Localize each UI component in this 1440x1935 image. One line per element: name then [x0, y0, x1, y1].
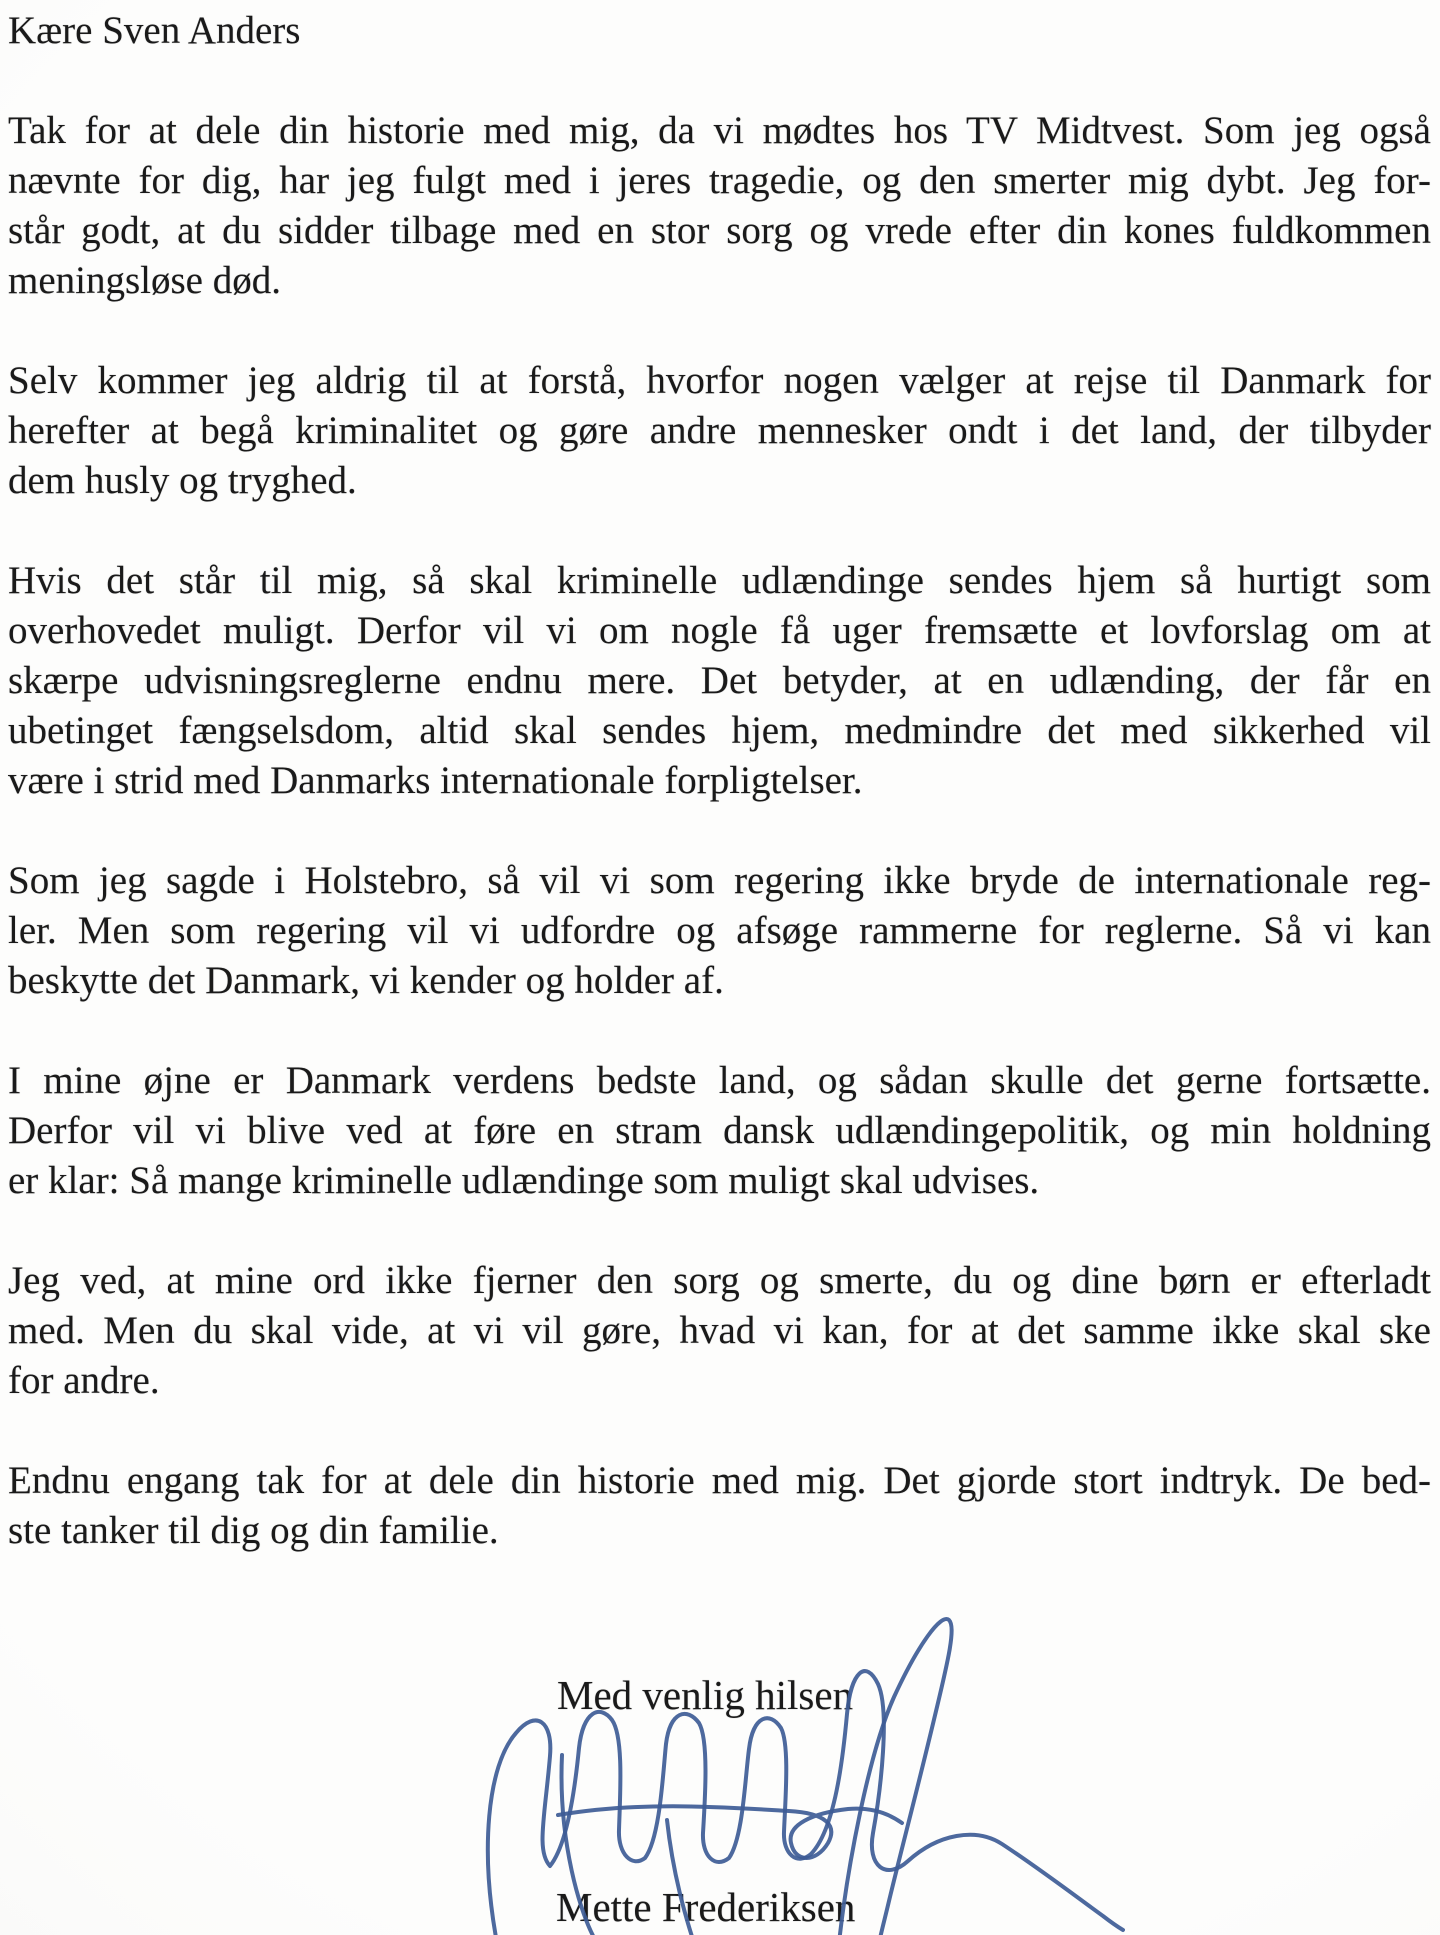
letter-closing: Med venlig hilsen: [557, 1672, 854, 1718]
signer-name: Mette Frederiksen: [556, 1884, 856, 1930]
paragraph: [8, 1256, 1431, 1406]
letter-line: står godt, at du sidder tilbage med en stor sorg og vrede efter din kones fuldkommen: [8, 209, 1431, 252]
letter-line: I mine øjne er Danmark verdens bedste land, og sådan skulle det gerne fortsætte.: [8, 1059, 1431, 1102]
letter-line: overhovedet muligt. Derfor vil vi om nogle få uger fremsætte et lovforslag om at: [8, 609, 1431, 652]
signature-stroke-crossbar: [558, 1806, 902, 1858]
signature-stroke-spike: [839, 1619, 952, 1935]
letter-body: [8, 6, 1431, 1606]
letter-line: nævnte for dig, har jeg fulgt med i jeres tragedie, og den smerter mig dybt. Jeg for-: [8, 159, 1431, 202]
paragraph: [8, 856, 1431, 1006]
letter-line: Som jeg sagde i Holstebro, så vil vi som regering ikke bryde de internationale reg-: [8, 859, 1431, 902]
letter-line: Hvis det står til mig, så skal kriminelle udlændinge sendes hjem så hurtigt som: [8, 559, 1431, 602]
paragraph: [8, 556, 1431, 806]
letter-line: er klar: Så mange kriminelle udlændinge som muligt skal udvises.: [8, 1159, 1040, 1202]
letter-line: være i strid med Danmarks internationale forpligtelser.: [8, 759, 863, 802]
letter-line: ler. Men som regering vil vi udfordre og afsøge rammerne for reglerne. Så vi kan: [8, 909, 1431, 952]
paragraph: [8, 1056, 1431, 1206]
letter-line: ubetinget fængselsdom, altid skal sendes hjem, medmindre det med sikkerhed vil: [8, 709, 1431, 752]
letter-line: Derfor vil vi blive ved at føre en stram dansk udlændingepolitik, og min holdning: [8, 1109, 1431, 1152]
paragraph: [8, 106, 1431, 306]
letter-line: Selv kommer jeg aldrig til at forstå, hvorfor nogen vælger at rejse til Danmark for: [8, 359, 1431, 402]
letter-line: skærpe udvisningsreglerne endnu mere. Det betyder, at en udlænding, der får en: [8, 659, 1431, 702]
letter-line: beskytte det Danmark, vi kender og holder af.: [8, 959, 724, 1002]
letter-greeting: Kære Sven Anders: [8, 9, 301, 52]
paragraph: [8, 356, 1431, 506]
letter-line: med. Men du skal vide, at vi vil gøre, hvad vi kan, for at det samme ikke skal ske: [8, 1309, 1431, 1352]
letter-line: Tak for at dele din historie med mig, da vi mødtes hos TV Midtvest. Som jeg også: [8, 109, 1431, 152]
paragraph: [8, 1456, 1431, 1556]
letter-line: Endnu engang tak for at dele din historie med mig. Det gjorde stort indtryk. De bed-: [8, 1459, 1431, 1502]
letter-line: for andre.: [8, 1359, 160, 1402]
letter-line: Jeg ved, at mine ord ikke fjerner den sorg og smerte, du og dine børn er efterladt: [8, 1259, 1431, 1302]
letter-line: dem husly og tryghed.: [8, 459, 357, 502]
letter-line: meningsløse død.: [8, 259, 281, 302]
letter-line: herefter at begå kriminalitet og gøre andre mennesker ondt i det land, der tilbyder: [8, 409, 1431, 452]
letter-line: ste tanker til dig og din familie.: [8, 1509, 499, 1552]
